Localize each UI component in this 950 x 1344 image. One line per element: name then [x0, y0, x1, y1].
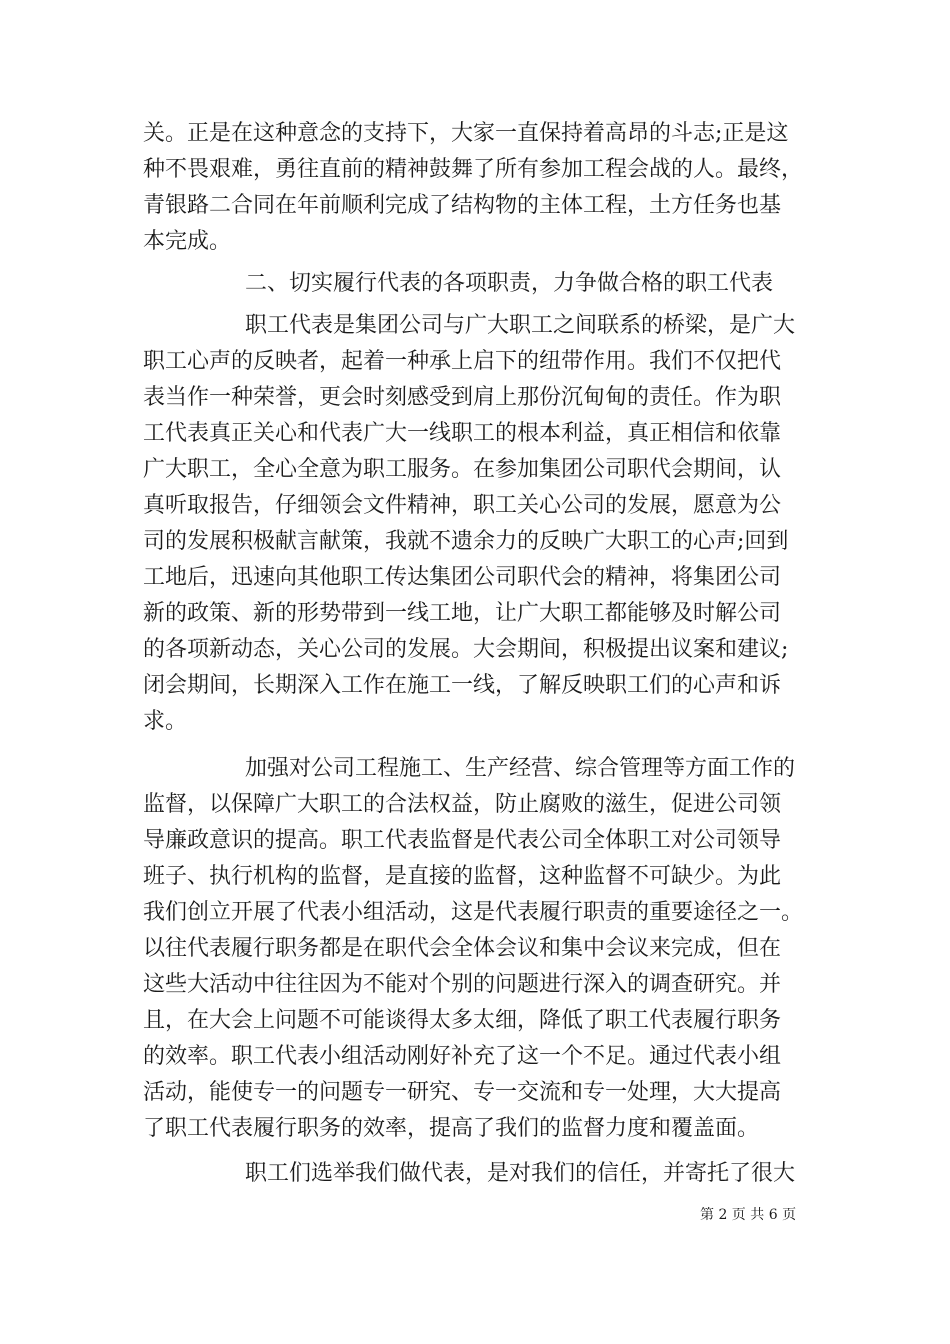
text-line-27: 活动，能使专一的问题专一研究、专一交流和专一处理，大大提高 — [143, 1080, 782, 1105]
text-line-26: 的效率。职工代表小组活动刚好补充了这一个不足。通过代表小组 — [143, 1044, 782, 1069]
text-line-3: 青银路二合同在年前顺利完成了结构物的主体工程，土方任务也基 — [143, 193, 782, 218]
text-line-22: 我们创立开展了代表小组活动，这是代表履行职责的重要途径之一。 — [143, 900, 804, 925]
text-line-9: 工代表真正关心和代表广大一线职工的根本利益，真正相信和依靠 — [143, 421, 782, 446]
text-line-18: 加强对公司工程施工、生产经营、综合管理等方面工作的 — [245, 756, 796, 781]
text-line-6: 职工代表是集团公司与广大职工之间联系的桥梁，是广大 — [245, 313, 796, 338]
section-heading: 二、切实履行代表的各项职责，力争做合格的职工代表 — [245, 271, 774, 296]
text-line-28: 了职工代表履行职务的效率，提高了我们的监督力度和覆盖面。 — [143, 1116, 760, 1141]
text-line-13: 工地后，迅速向其他职工传达集团公司职代会的精神，将集团公司 — [143, 565, 782, 590]
text-line-21: 班子、执行机构的监督，是直接的监督，这种监督不可缺少。为此 — [143, 864, 782, 889]
text-line-4: 本完成。 — [143, 229, 232, 254]
text-line-24: 这些大活动中往往因为不能对个别的问题进行深入的调查研究。并 — [143, 972, 782, 997]
text-line-25: 且，在大会上问题不可能谈得太多太细，降低了职工代表履行职务 — [143, 1008, 782, 1033]
text-line-1: 关。正是在这种意念的支持下，大家一直保持着高昂的斗志;正是这 — [143, 121, 789, 146]
page-number-footer: 第 2 页 共 6 页 — [700, 1207, 797, 1223]
text-line-11: 真听取报告，仔细领会文件精神，职工关心公司的发展，愿意为公 — [143, 493, 782, 518]
text-line-23: 以往代表履行职务都是在职代会全体会议和集中会议来完成，但在 — [143, 936, 782, 961]
text-line-15: 的各项新动态，关心公司的发展。大会期间，积极提出议案和建议; — [143, 637, 789, 662]
text-line-20: 导廉政意识的提高。职工代表监督是代表公司全体职工对公司领导 — [143, 828, 782, 853]
text-line-10: 广大职工，全心全意为职工服务。在参加集团公司职代会期间，认 — [143, 457, 782, 482]
text-line-16: 闭会期间，长期深入工作在施工一线，了解反映职工们的心声和诉 — [143, 673, 782, 698]
text-line-14: 新的政策、新的形势带到一线工地，让广大职工都能够及时解公司 — [143, 601, 782, 626]
text-line-12: 司的发展积极献言献策，我就不遗余力的反映广大职工的心声;回到 — [143, 529, 789, 554]
text-line-19: 监督，以保障广大职工的合法权益，防止腐败的滋生，促进公司领 — [143, 792, 782, 817]
text-line-17: 求。 — [143, 709, 188, 734]
text-line-2: 种不畏艰难，勇往直前的精神鼓舞了所有参加工程会战的人。最终， — [143, 157, 804, 182]
text-line-7: 职工心声的反映者，起着一种承上启下的纽带作用。我们不仅把代 — [143, 349, 782, 374]
text-line-8: 表当作一种荣誉，更会时刻感受到肩上那份沉甸甸的责任。作为职 — [143, 385, 782, 410]
text-line-29: 职工们选举我们做代表，是对我们的信任，并寄托了很大 — [245, 1161, 796, 1186]
